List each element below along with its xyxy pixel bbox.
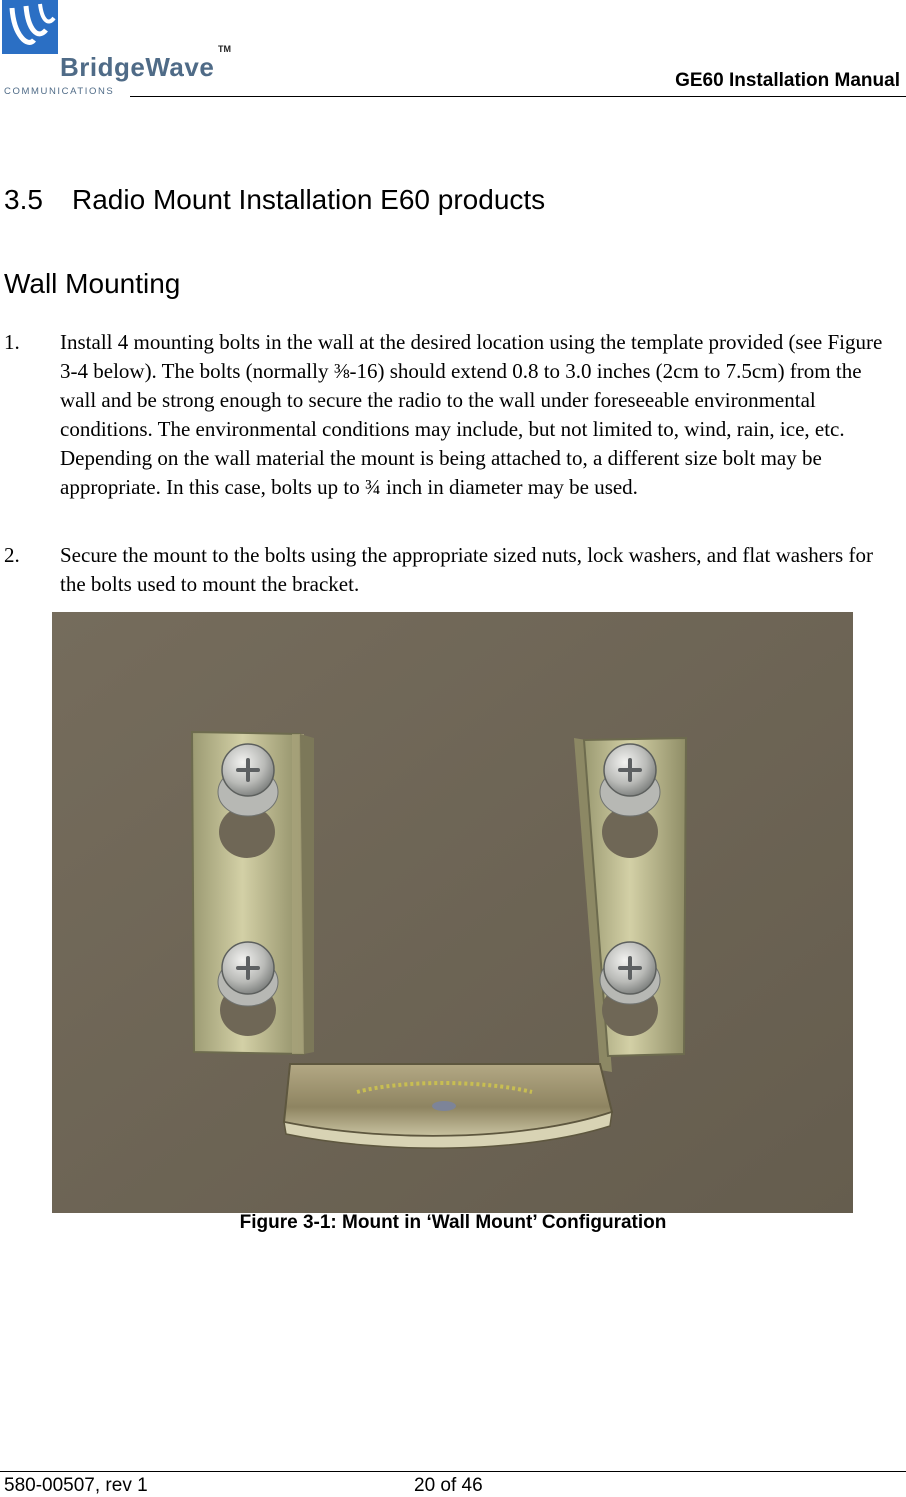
logo-trademark: TM	[218, 44, 231, 54]
step-item	[4, 541, 900, 599]
figure-caption: Figure 3-1: Mount in ‘Wall Mount’ Configuration	[239, 1212, 667, 1233]
section-number: 3.5	[4, 184, 43, 215]
logo-wordmark: BridgeWave	[60, 52, 215, 82]
footer-doc-number: 580-00507, rev 1	[4, 1475, 148, 1496]
step-number: 2.	[4, 543, 20, 567]
step-number: 1.	[4, 330, 20, 354]
logo-subtitle: COMMUNICATIONS	[4, 86, 115, 97]
section-heading	[4, 184, 545, 216]
step-item	[4, 328, 900, 502]
footer-page-number: 20 of 46	[414, 1475, 483, 1496]
wall-mount-photo	[52, 612, 853, 1213]
header-divider	[130, 96, 906, 97]
manual-title: GE60 Installation Manual	[675, 70, 900, 91]
subsection-heading: Wall Mounting	[4, 268, 181, 299]
section-title: Radio Mount Installation E60 products	[72, 184, 546, 215]
bridgewave-logo-icon	[2, 0, 58, 54]
footer-divider	[0, 1471, 906, 1472]
step-text: Install 4 mounting bolts in the wall at the desired location using the template provided (see Figure 3-4 below). The bolts (normally ⅜-16) should extend 0.8 to 3.0 inches (2cm to 7.5cm) from the wall and be strong enough to secure the radio to the wall under foreseeable environmental conditions. The environmental conditions may include, but not limited to, wind, rain, ice, etc. Depending on the wall material the mount is being attached to, a different size bolt may be appropriate. In this case, bolts up to ¾ inch in diameter may be used.	[60, 330, 883, 499]
step-text: Secure the mount to the bolts using the appropriate sized nuts, lock washers, and flat washers for the bolts used to mount the bracket.	[60, 543, 873, 596]
